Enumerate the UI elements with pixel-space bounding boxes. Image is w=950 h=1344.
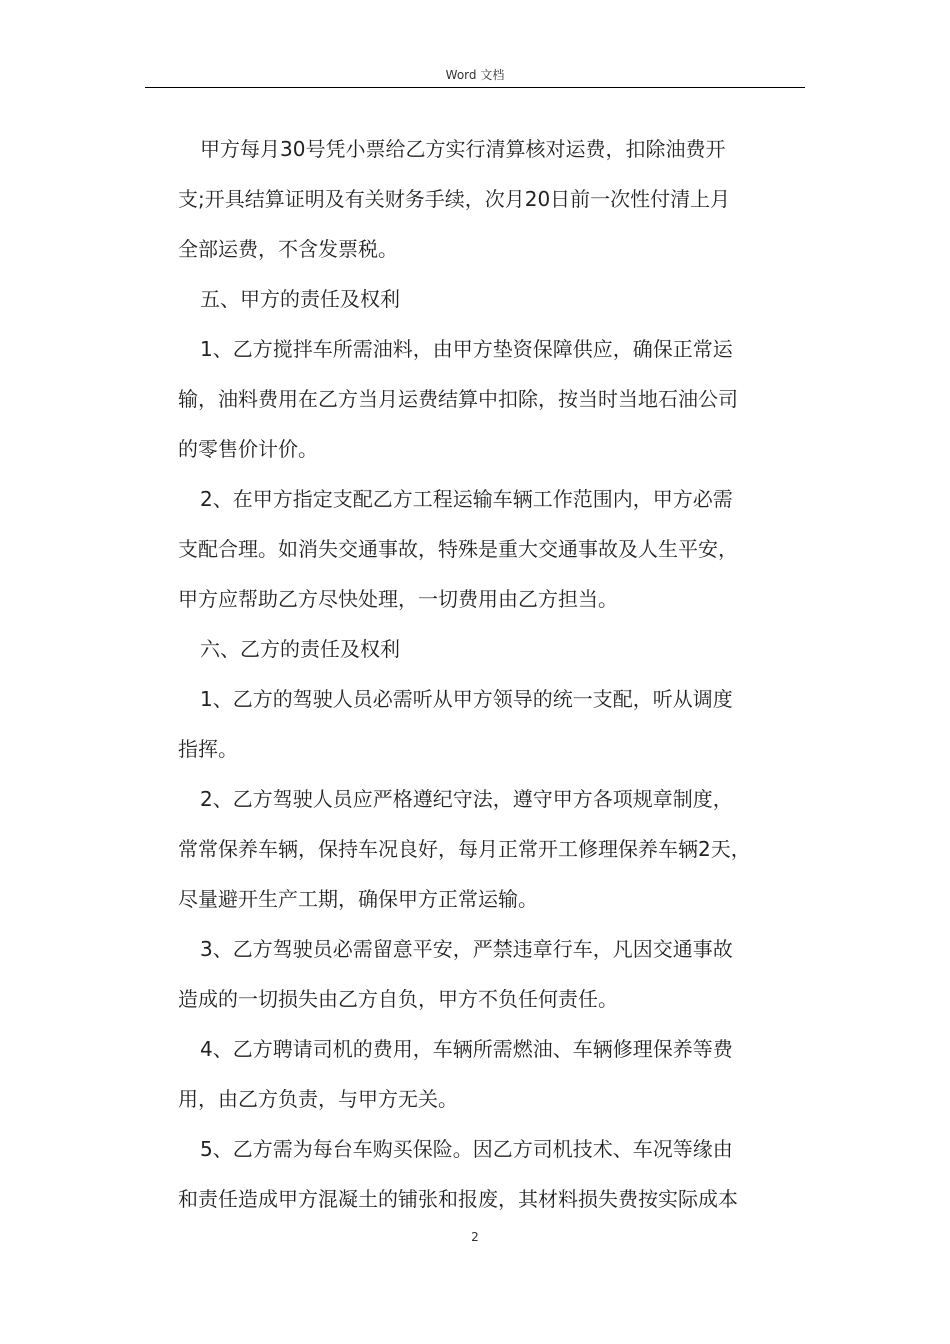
paragraph-line: 常常保养车辆，保持车况良好，每月正常开工修理保养车辆2天，	[178, 837, 751, 861]
paragraph-line: 尽量避开生产工期，确保甲方正常运输。	[178, 887, 538, 911]
paragraph-line: 甲方每月30号凭小票给乙方实行清算核对运费，扣除油费开	[200, 137, 726, 161]
paragraph-line: 全部运费，不含发票税。	[178, 237, 398, 261]
page-header: Word 文档	[445, 68, 505, 82]
paragraph-line: 1、乙方的驾驶人员必需听从甲方领导的统一支配，听从调度	[200, 687, 733, 711]
paragraph-line: 的零售价计价。	[178, 437, 318, 461]
paragraph-line: 2、在甲方指定支配乙方工程运输车辆工作范围内，甲方必需	[200, 487, 733, 511]
paragraph-line: 3、乙方驾驶员必需留意平安，严禁违章行车，凡因交通事故	[200, 937, 733, 961]
paragraph-line: 指挥。	[178, 737, 238, 761]
paragraph-line: 2、乙方驾驶人员应严格遵纪守法，遵守甲方各项规章制度，	[200, 787, 733, 811]
paragraph-line: 造成的一切损失由乙方自负，甲方不负任何责任。	[178, 987, 618, 1011]
page-number: 2	[471, 1230, 479, 1244]
paragraph-line: 支配合理。如消失交通事故，特殊是重大交通事故及人生平安，	[178, 537, 738, 561]
paragraph-line: 甲方应帮助乙方尽快处理，一切费用由乙方担当。	[178, 587, 618, 611]
paragraph-line: 4、乙方聘请司机的费用，车辆所需燃油、车辆修理保养等费	[200, 1037, 733, 1061]
paragraph-line: 支;开具结算证明及有关财务手续，次月20日前一次性付清上月	[178, 187, 731, 211]
section-heading: 五、甲方的责任及权利	[200, 287, 400, 311]
paragraph-line: 输，油料费用在乙方当月运费结算中扣除，按当时当地石油公司	[178, 387, 738, 411]
document-body	[178, 124, 808, 1224]
section-heading: 六、乙方的责任及权利	[200, 637, 400, 661]
paragraph-line: 和责任造成甲方混凝土的铺张和报废，其材料损失费按实际成本	[178, 1187, 738, 1211]
paragraph-line: 5、乙方需为每台车购买保险。因乙方司机技术、车况等缘由	[200, 1137, 733, 1161]
paragraph-line: 1、乙方搅拌车所需油料，由甲方垫资保障供应，确保正常运	[200, 337, 733, 361]
paragraph-line: 用，由乙方负责，与甲方无关。	[178, 1087, 458, 1111]
header-divider	[145, 87, 805, 88]
